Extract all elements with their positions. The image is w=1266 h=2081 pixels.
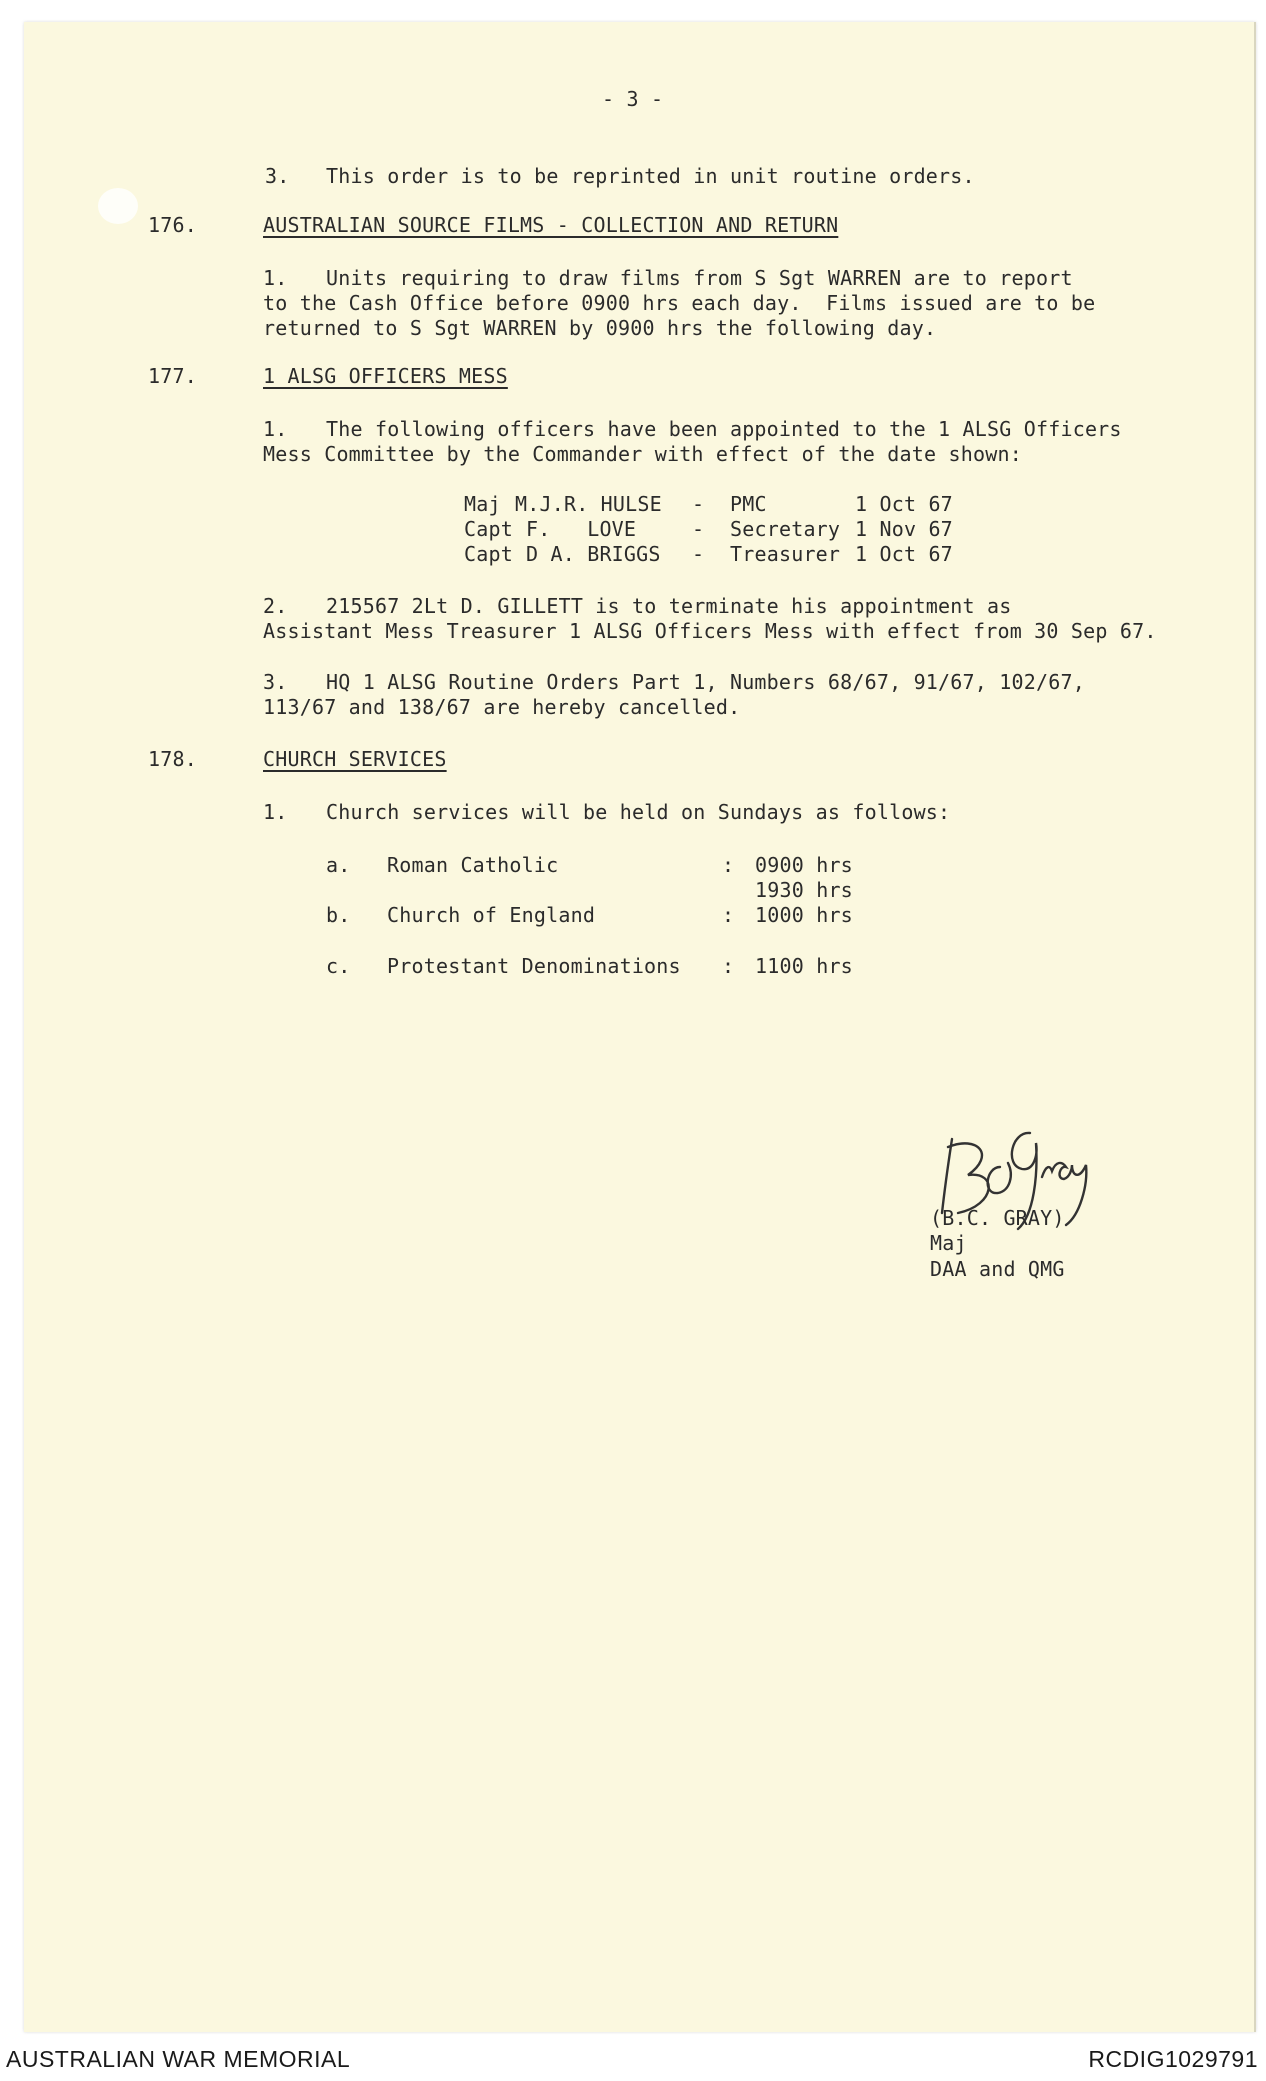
section-177-para-3-line: 113/67 and 138/67 are hereby cancelled. xyxy=(263,695,741,719)
service-name: Roman Catholic xyxy=(387,853,559,877)
officer-role: PMC xyxy=(730,492,767,516)
section-177-para-2-line: Assistant Mess Treasurer 1 ALSG Officers Mess with effect from 30 Sep 67. xyxy=(263,619,1157,643)
page-number: - 3 - xyxy=(602,87,664,111)
officer-date: 1 Oct 67 xyxy=(855,492,953,516)
section-177-para-1-line: The following officers have been appointed to the 1 ALSG Officers xyxy=(326,417,1122,441)
section-176-number: 176. xyxy=(148,213,197,237)
officer-dash: - xyxy=(692,542,705,566)
section-177-para-1-line: Mess Committee by the Commander with effect of the date shown: xyxy=(263,442,1022,466)
section-176-para-1-number: 1. xyxy=(263,266,288,290)
section-178-para-1-text: Church services will be held on Sundays as follows: xyxy=(326,800,951,824)
section-176-para-1-line: Units requiring to draw films from S Sgt WARREN are to report xyxy=(326,266,1073,290)
service-letter: b. xyxy=(326,903,351,927)
section-177-heading: 1 ALSG OFFICERS MESS xyxy=(263,364,508,388)
section-177-para-2-number: 2. xyxy=(263,594,288,618)
service-letter: a. xyxy=(326,853,351,877)
signatory-name: (B.C. GRAY) xyxy=(930,1206,1065,1230)
officer-date: 1 Nov 67 xyxy=(855,517,953,541)
service-colon: : xyxy=(722,853,735,877)
section-176-para-1-line: returned to S Sgt WARREN by 0900 hrs the following day. xyxy=(263,316,937,340)
section-177-para-3-number: 3. xyxy=(263,670,288,694)
officer-role: Treasurer xyxy=(730,542,841,566)
section-177-para-2-line: 215567 2Lt D. GILLETT is to terminate his appointment as xyxy=(326,594,1012,618)
service-time: 1100 hrs xyxy=(755,954,853,978)
service-time: 1930 hrs xyxy=(755,878,853,902)
section-177-number: 177. xyxy=(148,364,197,388)
officer-date: 1 Oct 67 xyxy=(855,542,953,566)
service-name: Church of England xyxy=(387,903,596,927)
officer-rank: Capt xyxy=(464,517,513,541)
punch-hole xyxy=(98,188,138,224)
officer-name: F. LOVE xyxy=(526,517,637,541)
section-178-heading: CHURCH SERVICES xyxy=(263,747,447,771)
officer-name: D A. BRIGGS xyxy=(526,542,661,566)
section-178-para-1-number: 1. xyxy=(263,800,288,824)
intro-para-number: 3. xyxy=(265,164,290,188)
service-colon: : xyxy=(722,903,735,927)
officer-dash: - xyxy=(692,517,705,541)
footer-reference-id: RCDIG1029791 xyxy=(1088,2046,1258,2072)
officer-rank: Maj xyxy=(464,492,501,516)
service-time: 0900 hrs xyxy=(755,853,853,877)
service-colon: : xyxy=(722,954,735,978)
service-time: 1000 hrs xyxy=(755,903,853,927)
section-176-heading: AUSTRALIAN SOURCE FILMS - COLLECTION AND RETURN xyxy=(263,213,839,237)
signatory-rank: Maj xyxy=(930,1231,967,1255)
intro-para-text: This order is to be reprinted in unit routine orders. xyxy=(326,164,975,188)
signatory-appointment: DAA and QMG xyxy=(930,1257,1065,1281)
officer-dash: - xyxy=(692,492,705,516)
officer-rank: Capt xyxy=(464,542,513,566)
service-letter: c. xyxy=(326,954,351,978)
section-177-para-1-number: 1. xyxy=(263,417,288,441)
footer-source: AUSTRALIAN WAR MEMORIAL xyxy=(6,2046,351,2072)
officer-role: Secretary xyxy=(730,517,841,541)
section-177-para-3-line: HQ 1 ALSG Routine Orders Part 1, Numbers 68/67, 91/67, 102/67, xyxy=(326,670,1085,694)
section-176-para-1-line: to the Cash Office before 0900 hrs each day. Films issued are to be xyxy=(263,291,1096,315)
service-name: Protestant Denominations xyxy=(387,954,681,978)
section-178-number: 178. xyxy=(148,747,197,771)
officer-name: M.J.R. HULSE xyxy=(515,492,662,516)
